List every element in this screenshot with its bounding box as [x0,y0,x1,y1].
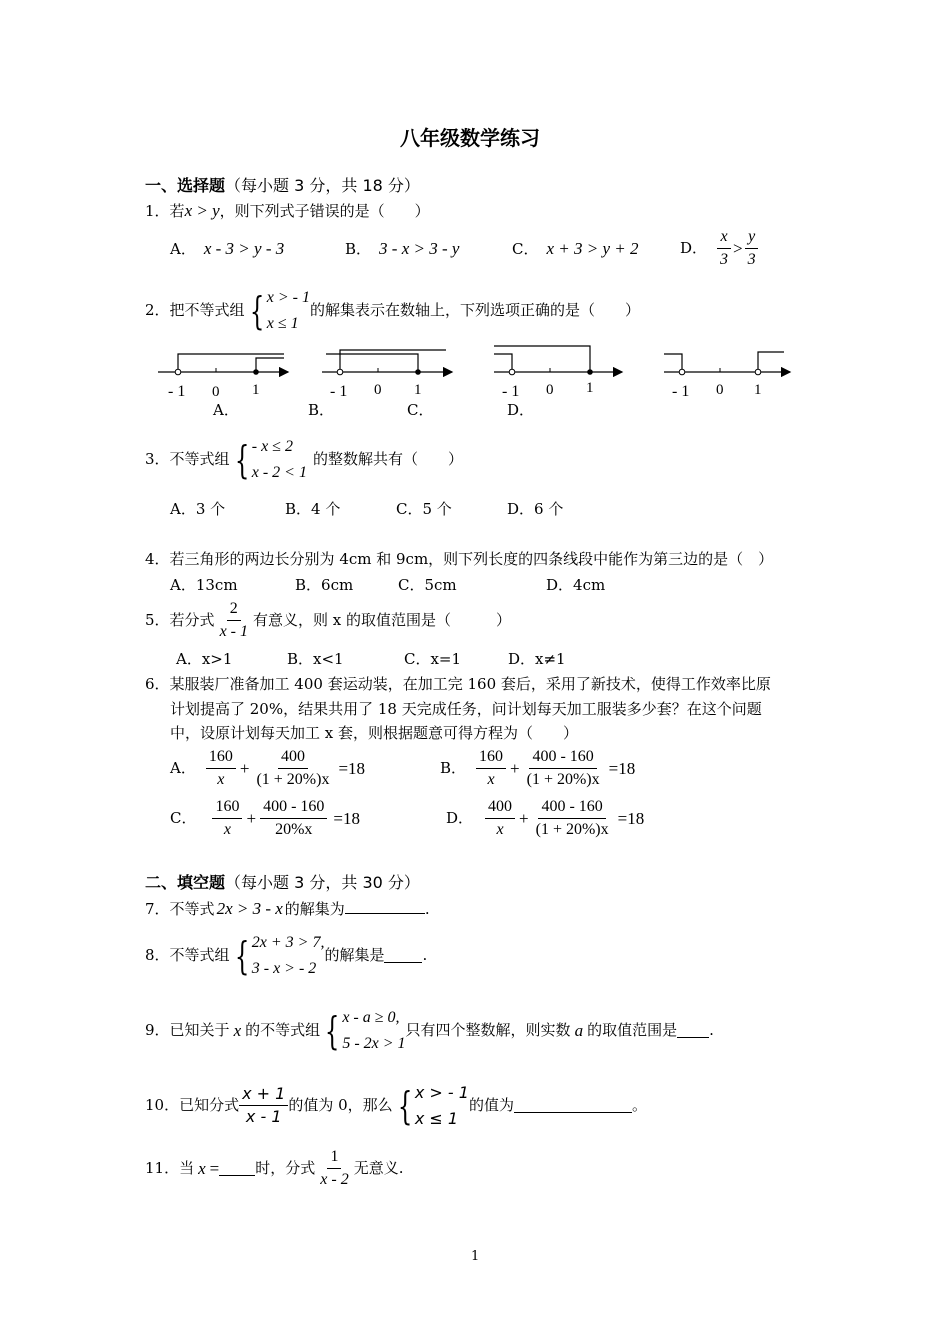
question-text: 有意义，则 x 的取值范围是（ ） [253,611,511,630]
question-number: 11． [145,1159,180,1178]
question-text: 只有四个整数解，则实数 [405,1021,571,1040]
option-3d: D．6 个 [507,500,564,518]
question-text: 的值为 0，那么 [288,1096,393,1115]
question-text: 的解集表示在数轴上，下列选项正确的是（ ） [309,301,640,320]
fraction: $\frac{160}{x}$ [212,798,242,840]
option-2b: B． [308,401,335,419]
question-text: 不等式 [169,900,215,918]
question-3 [145,434,463,485]
option-1d: D． $\frac{x}{3}$ > $\frac{y}{3}$ [680,228,759,270]
question-9: 9． 已知关于 x 的不等式组 { x - a ≥ 0, 5 - 2x > 1 只有四个整数解，则实数 a 的取值范围是 . [145,1005,714,1056]
option-6d: D． $\frac{400}{x}$ + $\frac{400 - 160}{(1 + 20\%)x}$ =18 [446,798,645,839]
option-4a: A．13cm [170,576,238,594]
question-text: 已知关于 [169,1021,230,1040]
option-expr: 3 - x > 3 - y [379,239,460,258]
question-text: 无意义. [353,1159,404,1178]
question-text: 的不等式组 [245,1021,321,1040]
option-6b: B． $\frac{160}{x}$ + $\frac{400 - 160}{(1 + 20\%)x}$ =18 [440,748,636,789]
question-text: 的解集为 [284,900,345,918]
option-5b: B．x<1 [287,650,344,668]
question-text: 的值为 [468,1096,514,1115]
question-text: 的整数解共有（ ） [312,450,463,469]
fraction: $\frac{x + 1}{x - 1}$ [239,1085,288,1127]
option-4c: C．5cm [398,576,457,594]
svg-text:- 1: - 1 [168,383,186,400]
option-5d: D．x≠1 [508,650,566,668]
section-heading-fill [145,875,420,891]
number-line-b [322,350,452,400]
fraction: $\frac{400 - 160}{(1 + 20\%)x}$ [526,748,600,789]
svg-text:- 1: - 1 [502,383,520,400]
svg-text:0: 0 [212,384,220,400]
section-heading-text: 二、填空题 [145,873,226,892]
option-2d: D． [507,401,535,419]
question-text: 把不等式组 [169,301,245,320]
fraction: $\frac{160}{x}$ [206,748,236,790]
option-1a: A． x - 3 > y - 3 [170,239,285,258]
option-1c: C． x + 3 > y + 2 [512,239,639,258]
svg-text:1: 1 [414,382,422,398]
svg-text:- 1: - 1 [330,383,348,400]
question-number: 8． [145,946,170,965]
option-2a: A． [213,401,239,419]
svg-text:- 1: - 1 [672,383,690,400]
answer-blank[interactable] [514,1098,632,1113]
fraction: $\frac{400 - 160}{20\%x}$ [260,798,327,840]
inequality-expr: 2x > 3 - x [216,899,283,918]
option-4d: D．4cm [546,576,606,594]
svg-text:1: 1 [754,382,762,398]
inequality-system: { 2x + 3 > 7, 3 - x > - 2 [234,933,325,978]
question-text: 时，分式 [255,1159,316,1178]
section-note: （每小题 3 分，共 30 分） [225,873,420,892]
question-text: 当 [179,1159,195,1178]
question-text: ，则下列式子错误的是（ ） [219,202,430,220]
question-number: 3． [145,450,170,469]
fraction: $\frac{1}{x - 2}$ [320,1148,349,1189]
option-expr: x - 3 > y - 3 [203,239,285,258]
number-line-d [664,352,790,400]
question-2 [145,285,640,336]
question-number: 5． [145,611,170,630]
question-6-line-1: 6．某服装厂准备加工 400 套运动装，在加工完 160 套后，采用了新技术，使得工作效率比原 [145,675,771,693]
question-text: 不等式组 [169,450,230,469]
option-5c: C．x=1 [404,650,462,668]
answer-blank[interactable] [219,1161,255,1176]
fraction: $\frac{160}{x}$ [476,748,506,790]
question-8: 8． 不等式组 { 2x + 3 > 7, 3 - x > - 2 的解集是 . [145,930,427,981]
fraction: $\frac{x}{3}$ [717,228,731,270]
condition-expr: x > y [184,201,220,220]
inequality-system: { x > - 1 x ≤ 1 [249,288,310,333]
question-number: 10． [145,1096,180,1115]
question-number: 7． [145,900,170,918]
question-11: 11． 当 x = 时，分式 $\frac{1}{x - 2}$ 无意义. [145,1148,404,1189]
svg-text:0: 0 [716,382,724,398]
option-1b: B． 3 - x > 3 - y [345,239,460,258]
section-heading-choice [145,178,420,194]
inequality-system: { - x ≤ 2 x - 2 < 1 [234,437,307,482]
number-line-a [158,354,288,400]
inequality-system: { x > - 1 x ≤ 1 [397,1083,469,1128]
option-2c: C． [407,401,434,419]
option-4b: B．6cm [295,576,354,594]
question-text: 不等式组 [169,946,230,965]
svg-text:1: 1 [586,380,594,396]
fraction: $\frac{400 - 160}{(1 + 20\%)x}$ [535,798,609,839]
question-text: 的解集是 [324,946,385,965]
question-text: 已知分式 [179,1096,240,1115]
fraction: $\frac{y}{3}$ [745,228,759,270]
option-3b: B．4 个 [285,500,341,518]
question-7: 7． 不等式 2x > 3 - x 的解集为 . [145,899,430,918]
question-10: 10． 已知分式 $\frac{x + 1}{x - 1}$ 的值为 0，那么 { x > - 1 x ≤ 1 的值为 。 [145,1080,647,1131]
section-note: （每小题 3 分，共 18 分） [225,176,420,195]
option-5a: A．x>1 [176,650,233,668]
question-text: 的取值范围是 [587,1021,678,1040]
svg-text:1: 1 [252,382,260,398]
answer-blank[interactable] [677,1023,709,1038]
question-4: 4．若三角形的两边长分别为 4cm 和 9cm，则下列长度的四条线段中能作为第三边的是（ ） [145,550,774,568]
page-title: 八年级数学练习 [400,126,540,150]
answer-blank[interactable] [345,899,425,914]
answer-blank[interactable] [384,948,422,963]
question-number: 2． [145,301,170,320]
option-6c: C． $\frac{160}{x}$ + $\frac{400 - 160}{20\%x}$ =18 [170,798,360,839]
question-number: 1． [145,202,170,220]
fraction: $\frac{400}{(1 + 20\%)x}$ [256,748,330,789]
fraction: $\frac{2}{x - 1}$ [219,600,248,641]
question-1 [145,202,430,219]
question-text: 若 [169,202,185,220]
question-6-line-2: 计划提高了 20%，结果共用了 18 天完成任务，问计划每天加工服装多少套？在这个问题 [170,700,762,718]
inequality-system: { x - a ≥ 0, 5 - 2x > 1 [324,1008,406,1053]
option-3c: C．5 个 [396,500,452,518]
question-text: 若分式 [169,611,215,630]
fraction: $\frac{400}{x}$ [485,798,515,840]
option-3a: A．3 个 [170,500,226,518]
option-6a: A． $\frac{160}{x}$ + $\frac{400}{(1 + 20\%)x}$ =18 [170,748,366,789]
svg-text:0: 0 [374,382,382,398]
question-6-line-3: 中，设原计划每天加工 x 套，则根据题意可得方程为（ ） [170,724,578,742]
number-line-options [150,340,810,400]
svg-text:0: 0 [546,382,554,398]
page-number: 1 [471,1249,480,1264]
section-heading-text: 一、选择题 [145,176,226,195]
question-number: 9． [145,1021,170,1040]
question-5 [145,600,511,642]
number-line-c [494,346,622,400]
option-expr: x + 3 > y + 2 [546,239,639,258]
